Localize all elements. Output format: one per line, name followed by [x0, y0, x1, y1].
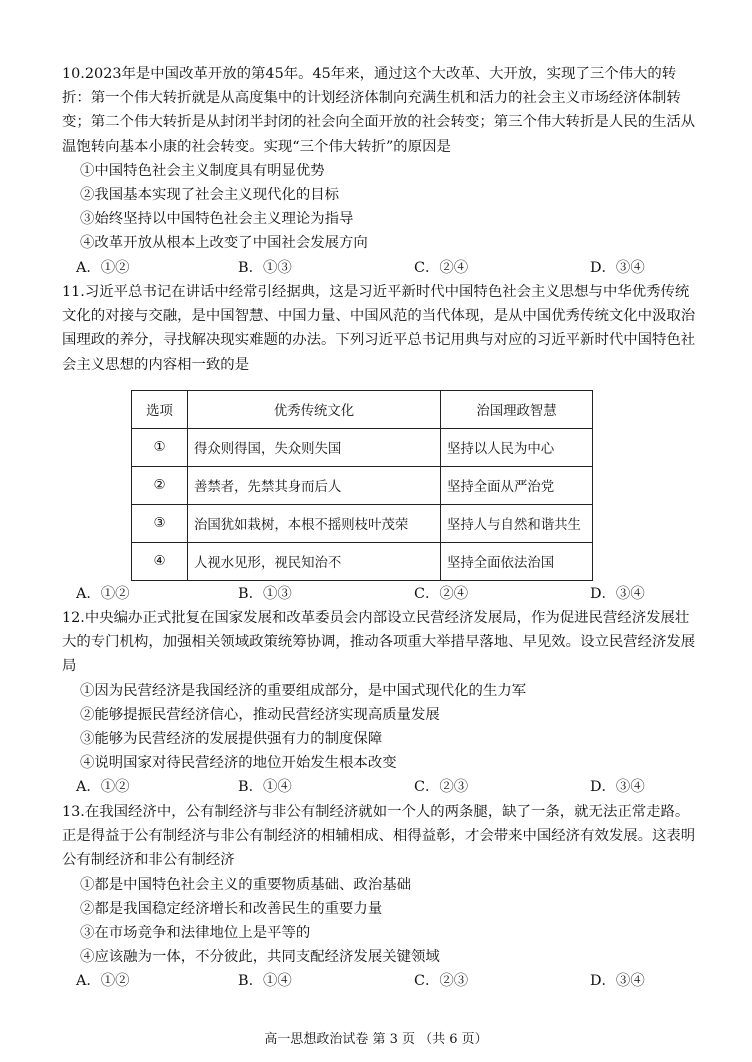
question-10 [62, 62, 702, 280]
table-row [132, 543, 593, 581]
answer-choices [62, 775, 702, 799]
table-row [132, 429, 593, 467]
table-cell: 坚持全面依法治国 [441, 543, 593, 581]
statement-1: ①都是中国特色社会主义的重要物质基础、政治基础 [80, 876, 411, 893]
table-row [132, 467, 593, 505]
statement-3: ③在市场竞争和法律地位上是平等的 [80, 925, 311, 942]
statement-4: ④应该融为一体，不分彼此，共同支配经济发展关键领域 [80, 949, 440, 966]
table-header: 优秀传统文化 [188, 391, 441, 429]
question-stem: 10.2023年是中国改革开放的第45年。45年来，通过这个大改革、大开放，实现了三个伟大的转折：第一个伟大转折就是从高度集中的计划经济体制向充满生机和活力的社会主义市场经济体制转变；第二个伟大转折是从封闭半封闭的社会向全面开放的社会转变；第三个伟大转折是人民的生活从温饱转向基本小康的社会转变。实现“三个伟大转折”的原因是 [62, 66, 696, 155]
choice-b: B．①③ [238, 586, 292, 602]
table-header-row [132, 391, 593, 429]
choice-c: C．②③ [414, 779, 469, 796]
choice-d: D．③④ [590, 779, 645, 796]
question-stem: 12.中央编办正式批复在国家发展和改革委员会内部设立民营经济发展局，作为促进民营经济发展壮大的专门机构，加强相关领域政策统筹协调，推动各项重大举措早落地、早见效。设立民营经济发展局 [62, 610, 696, 675]
choice-c: C．②④ [414, 586, 469, 602]
table-cell: ④ [132, 543, 188, 581]
choice-c: C．②④ [414, 259, 469, 276]
statement-4: ④说明国家对待民营经济的地位开始发生根本改变 [80, 755, 397, 772]
answer-choices [62, 582, 702, 606]
answer-choices [62, 256, 702, 280]
choice-a: A．①② [76, 586, 130, 602]
choice-b: B．①④ [238, 779, 292, 796]
table-header: 治国理政智慧 [441, 391, 593, 429]
choice-d: D．③④ [590, 973, 645, 990]
choice-b: B．①④ [238, 973, 292, 990]
choice-d: D．③④ [590, 259, 645, 276]
choice-b: B．①③ [238, 259, 292, 276]
table-cell: 治国犹如栽树，本根不摇则枝叶茂荣 [188, 505, 441, 543]
question-11 [62, 280, 702, 377]
table-cell: 坚持人与自然和谐共生 [441, 505, 593, 543]
table-row [132, 505, 593, 543]
choice-d: D．③④ [590, 586, 645, 602]
statement-2: ②能够提振民营经济信心，推动民营经济实现高质量发展 [80, 706, 440, 723]
table-cell: 人视水见形，视民知治不 [188, 543, 441, 581]
statement-4: ④改革开放从根本上改变了中国社会发展方向 [80, 235, 368, 252]
options-table [131, 390, 593, 581]
question-stem: 13.在我国经济中，公有制经济与非公有制经济就如一个人的两条腿，缺了一条，就无法正常走路。正是得益于公有制经济与非公有制经济的相辅相成、相得益彰，才会带来中国经济有效发展。这表明公有制经济和非公有制经济 [62, 804, 696, 869]
table-cell: 坚持以人民为中心 [441, 429, 593, 467]
question-11-choices [62, 582, 702, 606]
statement-3: ③始终坚持以中国特色社会主义理论为指导 [80, 211, 354, 228]
question-12 [62, 606, 702, 800]
answer-choices [62, 969, 702, 993]
statement-3: ③能够为民营经济的发展提供强有力的制度保障 [80, 731, 383, 748]
choice-c: C．②③ [414, 973, 469, 990]
statement-2: ②我国基本实现了社会主义现代化的目标 [80, 187, 340, 204]
choice-a: A．①② [76, 779, 130, 796]
question-stem: 11.习近平总书记在讲话中经常引经据典，这是习近平新时代中国特色社会主义思想与中华优秀传统文化的对接与交融，是中国智慧、中国力量、中国风范的当代体现，是从中国优秀传统文化中汲取治国理政的养分，寻找解决现实难题的办法。下列习近平总书记用典与对应的习近平新时代中国特色社会主义思想的内容相一致的是 [62, 284, 696, 373]
question-13 [62, 800, 702, 994]
table-cell: ② [132, 467, 188, 505]
table-cell: 得众则得国，失众则失国 [188, 429, 441, 467]
page-footer: 高一思想政治试卷 第 3 页 （共 6 页） [264, 1032, 488, 1047]
choice-a: A．①② [76, 973, 130, 990]
statement-1: ①因为民营经济是我国经济的重要组成部分，是中国式现代化的生力军 [80, 682, 527, 699]
statement-1: ①中国特色社会主义制度具有明显优势 [80, 162, 325, 179]
table-cell: ① [132, 429, 188, 467]
table-header: 选项 [132, 391, 188, 429]
table-cell: 善禁者，先禁其身而后人 [188, 467, 441, 505]
table-cell: 坚持全面从严治党 [441, 467, 593, 505]
table-cell: ③ [132, 505, 188, 543]
statement-2: ②都是我国稳定经济增长和改善民生的重要力量 [80, 900, 383, 917]
choice-a: A．①② [76, 259, 130, 276]
